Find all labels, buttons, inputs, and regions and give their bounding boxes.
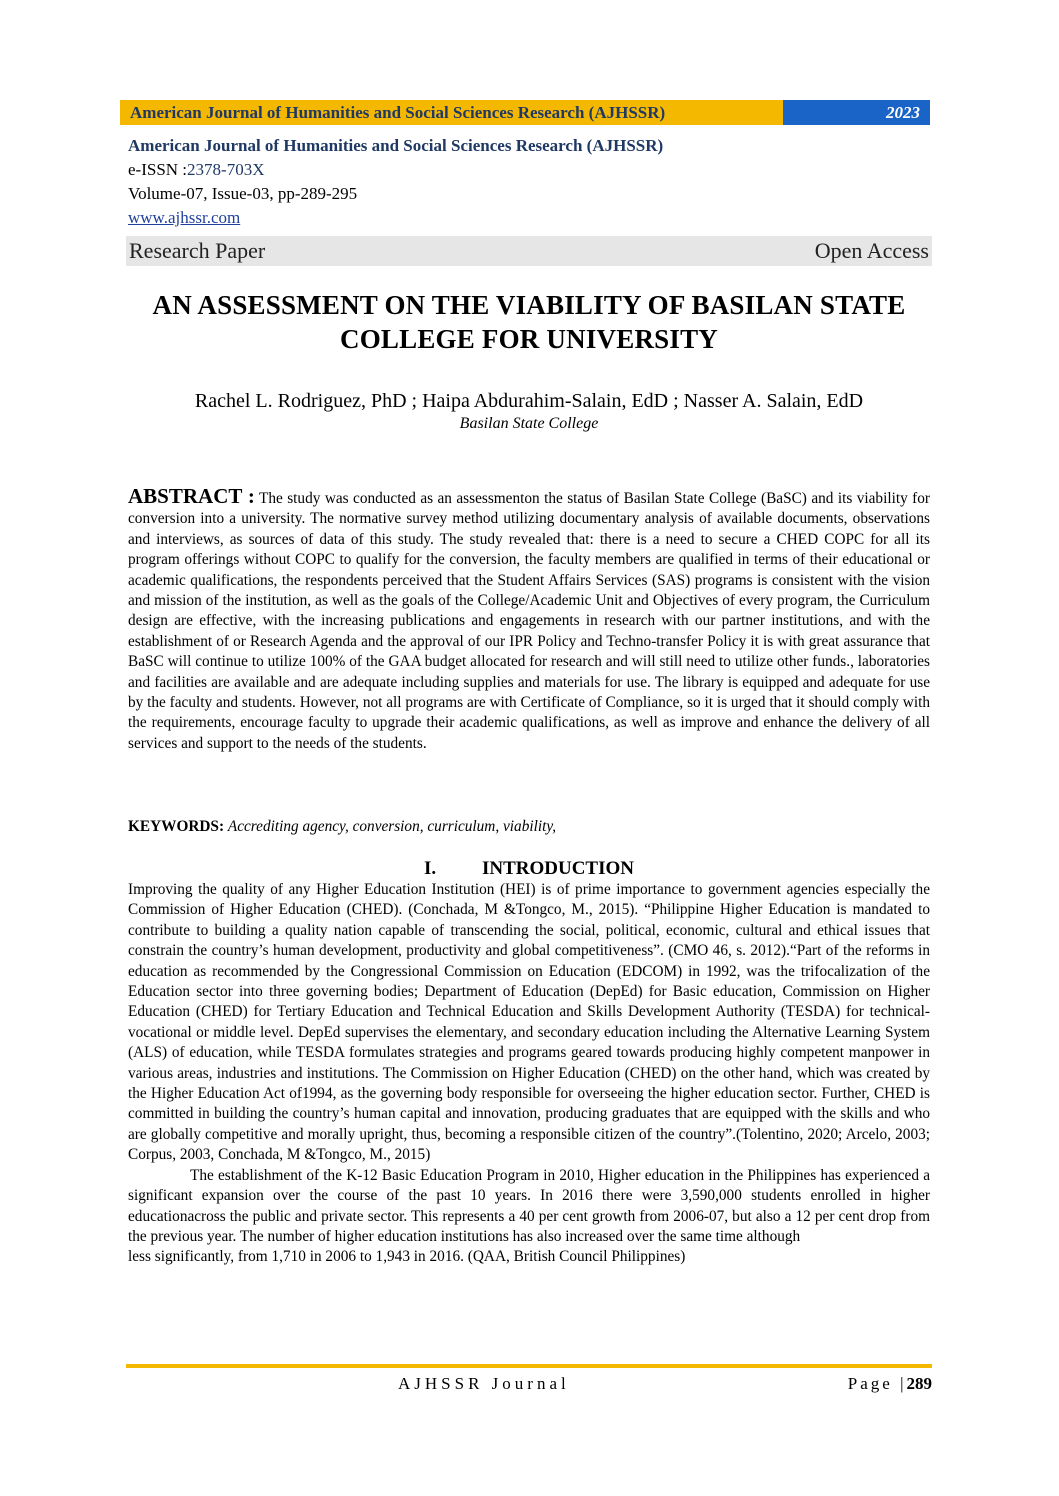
footer-page-label: Page | (847, 1374, 907, 1393)
footer-page (848, 1372, 932, 1396)
authors: Rachel L. Rodriguez, PhD ; Haipa Abdurahim-Salain, EdD ; Nasser A. Salain, EdD (194, 390, 864, 412)
footer-page-number: 289 (906, 1374, 932, 1393)
journal-info (128, 134, 663, 230)
footer-journal: AJHSSR Journal (398, 1374, 570, 1393)
paper-title-line-2: COLLEGE FOR UNIVERSITY (340, 324, 718, 354)
section-title: INTRODUCTION (481, 858, 635, 879)
running-header (120, 100, 930, 125)
access-type-label: Open Access (814, 238, 929, 263)
section-heading (128, 857, 930, 881)
paper-title (120, 288, 938, 356)
keywords-label: KEYWORDS: (128, 818, 225, 835)
intro-paragraph-3: less significantly, from 1,710 in 2006 to 1,943 in 2016. (QAA, British Council Philippines) (128, 1248, 686, 1266)
abstract-label: ABSTRACT : (128, 484, 255, 508)
paper-type-label: Research Paper (129, 238, 266, 263)
issn-line (128, 158, 663, 182)
introduction-body (128, 880, 930, 1268)
journal-title: American Journal of Humanities and Social Sciences Research (AJHSSR) (128, 136, 664, 155)
issn-label: e-ISSN : (128, 160, 188, 179)
keywords-text: Accrediting agency, conversion, curriculum, viability, (227, 818, 557, 835)
affiliation: Basilan State College (459, 415, 599, 432)
abstract-text: The study was conducted as an assessmenton the status of Basilan State College (BaSC) and its viability for conversion into a university. The normative survey method utilizing documentary analysis of available documents, observations and interviews, as sources of data of this study. The study revealed that: there is a need to secure a CHED COPC for all its program offerings without COPC to qualify for the conversion, the faculty members are qualified in terms of their educational or academic qualifications, the respondents perceived that the Student Affairs Services (SAS) programs is consistent with the vision and mission of the institution, as well as the goals of the College/Academic Unit and Objectives of every program, the Curriculum design are effective, with the increasing publications and engagements in research with our partner institutions, and with the establishment of or Research Agenda and the approval of our IPR Policy and Techno-transfer Policy it is with great assurance that BaSC will continue to utilize 100% of the GAA budget allocated for research and will still need to utilize other funds., laboratories and facilities are available and are adequate including supplies and materials for use. The library is equipped and adequate for use by the faculty and students. However, not all programs are with Certificate of Compliance, so it is urged that it should comply with the requirements, encourage faculty to upgrade their academic qualifications, as well as improve and enhance the delivery of all services and support to the needs of the students. (128, 490, 930, 752)
issn-value: 2378-703X (187, 160, 265, 179)
intro-paragraph-2: The establishment of the K-12 Basic Education Program in 2010, Higher education in the Philippines has experienced a significant expansion over the course of the past 10 years. In 2016 there were 3,590,000 students enrolled in higher educationacross the public and private sector. This represents a 40 per cent growth from 2006-07, but also a 12 per cent drop from the previous year. The number of higher education institutions has also increased over the same time although (128, 1166, 930, 1245)
page-footer (126, 1372, 932, 1396)
keywords (128, 817, 930, 837)
running-header-journal: American Journal of Humanities and Social Sciences Research (AJHSSR) (120, 100, 783, 125)
paper-title-line-1: AN ASSESSMENT ON THE VIABILITY OF BASILAN STATE (152, 290, 906, 320)
abstract (128, 486, 930, 754)
volume-line: Volume-07, Issue-03, pp-289-295 (128, 184, 358, 203)
journal-website-link[interactable]: www.ajhssr.com (128, 208, 241, 227)
footer-rule (126, 1364, 932, 1368)
intro-paragraph-1: Improving the quality of any Higher Education Institution (HEI) is of prime importance to government agencies especially the Commission of Higher Education (CHED). (Conchada, M &Tongco, M., 2015). “Philippine Higher Education is mandated to contribute to building a quality nation capable of transcending the social, political, economic, cultural and ethical issues that constrain the country’s human development, productivity and global competitiveness”. (CMO 46, s. 2012).“Part of the reforms in education as recommended by the Congressional Commission on Education (EDCOM) in 1992, was the trifocalization of the Education sector into three governing bodies; Department of Education (DepEd) for Basic education, Commission on Higher Education (CHED) for Tertiary Education and Technical Education and Skills Development Authority (TESDA) for technical-vocational or middle level. DepEd supervises the elementary, and secondary education including the Alternative Learning System (ALS) of education, while TESDA formulates strategies and programs geared towards producing highly competent manpower in various areas, industries and institutions. The Commission on Higher Education (CHED) on the other hand, which was created by the Higher Education Act of1994, as the governing body responsible for overseeing the higher education sector. Further, CHED is committed in building the country’s human capital and innovation, producing graduates that are equipped with the skills and who are globally competitive and morally upright, thus, becoming a responsible citizen of the country”.(Tolentino, 2020; Arcelo, 2003; Corpus, 2003, Conchada, M &Tongco, M., 2015) (128, 881, 930, 1164)
running-header-year: 2023 (783, 100, 930, 125)
paper-type-bar (126, 236, 932, 266)
section-number: I. (423, 858, 437, 879)
